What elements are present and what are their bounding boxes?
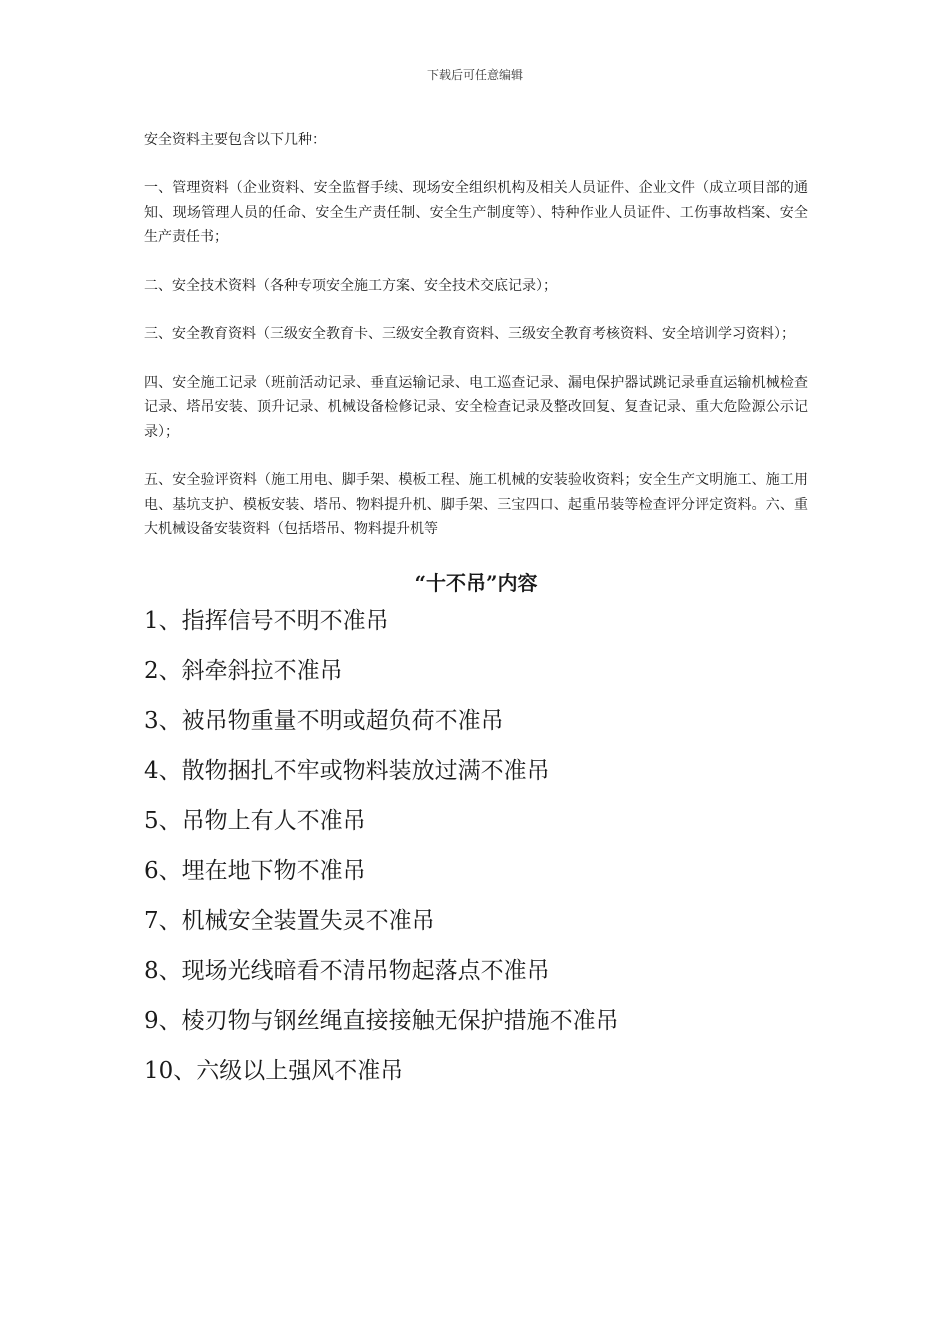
list-item: 2、斜牵斜拉不准吊 xyxy=(144,657,343,684)
intro-text: 安全资料主要包含以下几种： xyxy=(144,132,326,148)
list-item: 3、被吊物重量不明或超负荷不准吊 xyxy=(144,707,504,734)
list-item: 9、棱刃物与钢丝绳直接接触无保护措施不准吊 xyxy=(144,1007,619,1034)
list-item: 5、吊物上有人不准吊 xyxy=(144,807,366,834)
paragraph-construction-records: 四、安全施工记录（班前活动记录、垂直运输记录、电工巡查记录、漏电保护器试跳记录垂直运输机械检查记录、塔吊安装、顶升记录、机械设备检修记录、安全检查记录及整改回复、复查记录、重大危险源公示记录）； xyxy=(144,374,808,440)
header-note: 下载后可任意编辑 xyxy=(426,68,523,82)
list-item: 1、指挥信号不明不准吊 xyxy=(144,607,389,634)
list-item: 10、六级以上强风不准吊 xyxy=(144,1057,404,1084)
document-body xyxy=(144,128,808,1106)
section-title: “十不吊”内容 xyxy=(414,570,538,595)
list-item: 6、埋在地下物不准吊 xyxy=(144,857,366,884)
paragraph-education-materials: 三、安全教育资料（三级安全教育卡、三级安全教育资料、三级安全教育考核资料、安全培训学习资料）； xyxy=(144,326,795,342)
list-item: 4、散物捆扎不牢或物料装放过满不准吊 xyxy=(144,757,550,784)
paragraph-management-materials: 一、管理资料（企业资料、安全监督手续、现场安全组织机构及相关人员证件、企业文件（成立项目部的通知、现场管理人员的任命、安全生产责任制、安全生产制度等）、特种作业人员证件、工伤事故档案、安全生产责任书； xyxy=(144,180,808,245)
list-item: 8、现场光线暗看不清吊物起落点不准吊 xyxy=(144,957,550,984)
rule-list xyxy=(144,606,808,1086)
paragraph-acceptance-materials: 五、安全验评资料（施工用电、脚手架、模板工程、施工机械的安装验收资料；安全生产文明施工、施工用电、基坑支护、模板安装、塔吊、物料提升机、脚手架、三宝四口、起重吊装等检查评分评定资料。六、重大机械设备安装资料（包括塔吊、物料提升机等 xyxy=(144,472,808,537)
list-item: 7、机械安全装置失灵不准吊 xyxy=(144,907,435,934)
paragraph-technical-materials: 二、安全技术资料（各种专项安全施工方案、安全技术交底记录）； xyxy=(144,277,557,294)
